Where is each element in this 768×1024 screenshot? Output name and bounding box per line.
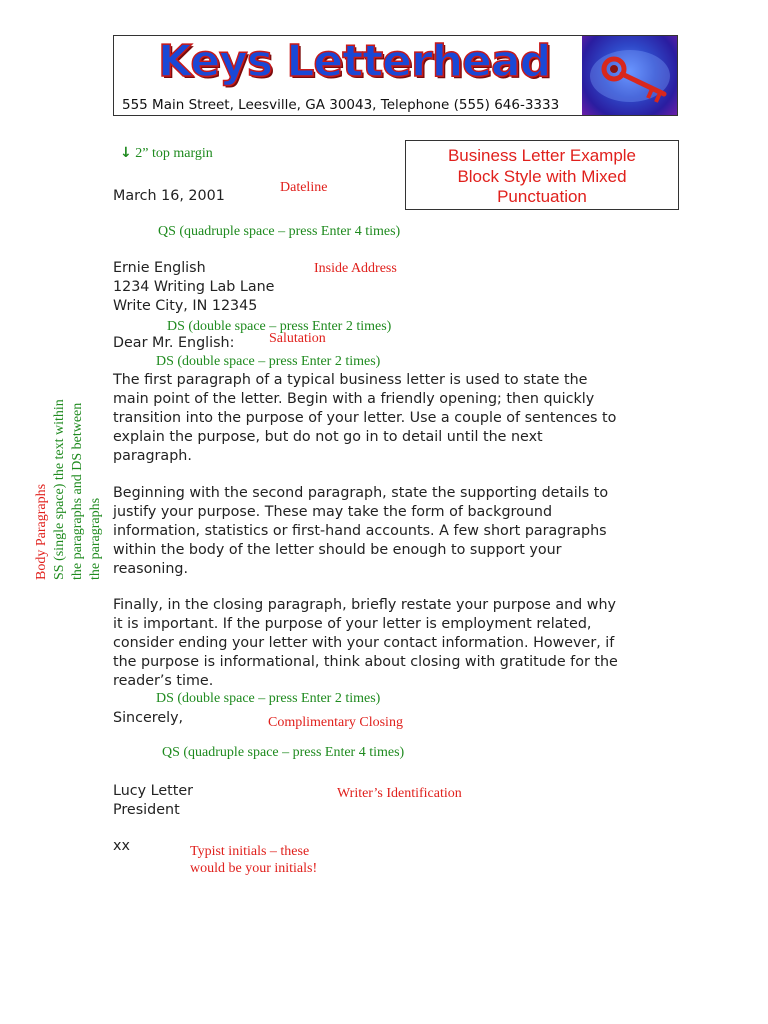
writer-title: President bbox=[113, 802, 180, 818]
body-spacing-note: SS (single space) the text within bbox=[52, 399, 67, 580]
typist-initials: xx bbox=[113, 838, 130, 854]
body-paragraph-1 bbox=[113, 371, 653, 466]
paragraph-line: paragraph. bbox=[113, 447, 192, 464]
body-paragraph-2 bbox=[113, 484, 653, 579]
address-name: Ernie English bbox=[113, 260, 206, 276]
paragraph-line: explain the purpose, but do not go in to detail until the next bbox=[113, 428, 543, 445]
callout-line: Punctuation bbox=[497, 187, 587, 206]
paragraph-line: justify your purpose. These may take the form of background bbox=[113, 503, 553, 520]
writer-name: Lucy Letter bbox=[113, 783, 194, 799]
qs-note: QS (quadruple space – press Enter 4 times) bbox=[158, 224, 401, 239]
complimentary-closing-label: Complimentary Closing bbox=[268, 715, 403, 730]
salutation-label: Salutation bbox=[269, 331, 326, 346]
letterhead-address: 555 Main Street, Leesville, GA 30043, Telephone (555) 646-3333 bbox=[122, 97, 560, 113]
writers-identification-label: Writer’s Identification bbox=[337, 786, 462, 801]
qs-note: QS (quadruple space – press Enter 4 times) bbox=[162, 745, 405, 760]
salutation: Dear Mr. English: bbox=[113, 335, 235, 351]
key-icon bbox=[582, 36, 677, 115]
paragraph-line: Finally, in the closing paragraph, briefly restate your purpose and why bbox=[113, 597, 616, 613]
dateline-label: Dateline bbox=[280, 180, 328, 195]
paragraph-line: Beginning with the second paragraph, state the supporting details to bbox=[113, 485, 609, 501]
body-paragraphs-side-note bbox=[33, 399, 105, 580]
body-spacing-note: the paragraphs and DS between bbox=[70, 402, 85, 580]
paragraph-line: within the body of the letter should be enough to support your bbox=[113, 541, 562, 558]
paragraph-line: reasoning. bbox=[113, 560, 189, 577]
paragraph-line: The first paragraph of a typical business letter is used to state the bbox=[113, 372, 588, 388]
letter-style-callout bbox=[405, 140, 679, 210]
inside-address-label: Inside Address bbox=[314, 261, 397, 276]
ds-note: DS (double space – press Enter 2 times) bbox=[167, 319, 392, 334]
top-margin-note bbox=[120, 146, 213, 161]
callout-line: Business Letter Example bbox=[447, 146, 637, 165]
paragraph-line: main point of the letter. Begin with a friendly opening; then quickly bbox=[113, 390, 595, 407]
paragraph-line: it is important. If the purpose of your letter is employment related, bbox=[113, 615, 592, 632]
down-arrow-icon: ↓ bbox=[120, 145, 132, 161]
top-margin-label: 2” top margin bbox=[135, 146, 213, 161]
callout-line: Block Style with Mixed bbox=[457, 166, 627, 186]
paragraph-line: the purpose is informational, think about closing with gratitude for the bbox=[113, 653, 618, 670]
typist-initials-label-line1: Typist initials – these bbox=[190, 844, 310, 859]
complimentary-closing: Sincerely, bbox=[113, 710, 184, 726]
address-city: Write City, IN 12345 bbox=[113, 298, 258, 314]
paragraph-line: transition into the purpose of your letter. Use a couple of sentences to bbox=[113, 409, 617, 426]
body-spacing-note: the paragraphs bbox=[88, 497, 103, 580]
paragraph-line: information, statistics or first-hand accounts. A few short paragraphs bbox=[113, 522, 607, 539]
letterhead bbox=[113, 35, 678, 116]
body-paragraph-3 bbox=[113, 596, 653, 691]
body-paragraphs-label: Body Paragraphs bbox=[34, 483, 49, 580]
letter-date: March 16, 2001 bbox=[113, 188, 225, 204]
ds-note: DS (double space – press Enter 2 times) bbox=[156, 691, 381, 706]
paragraph-line: consider ending your letter with your contact information. However, if bbox=[113, 634, 615, 651]
address-street: 1234 Writing Lab Lane bbox=[113, 279, 275, 295]
letterhead-title: Keys Letterhead bbox=[158, 36, 551, 87]
ds-note: DS (double space – press Enter 2 times) bbox=[156, 354, 381, 369]
typist-initials-label-line2: would be your initials! bbox=[190, 861, 318, 876]
paragraph-line: reader’s time. bbox=[113, 672, 214, 689]
